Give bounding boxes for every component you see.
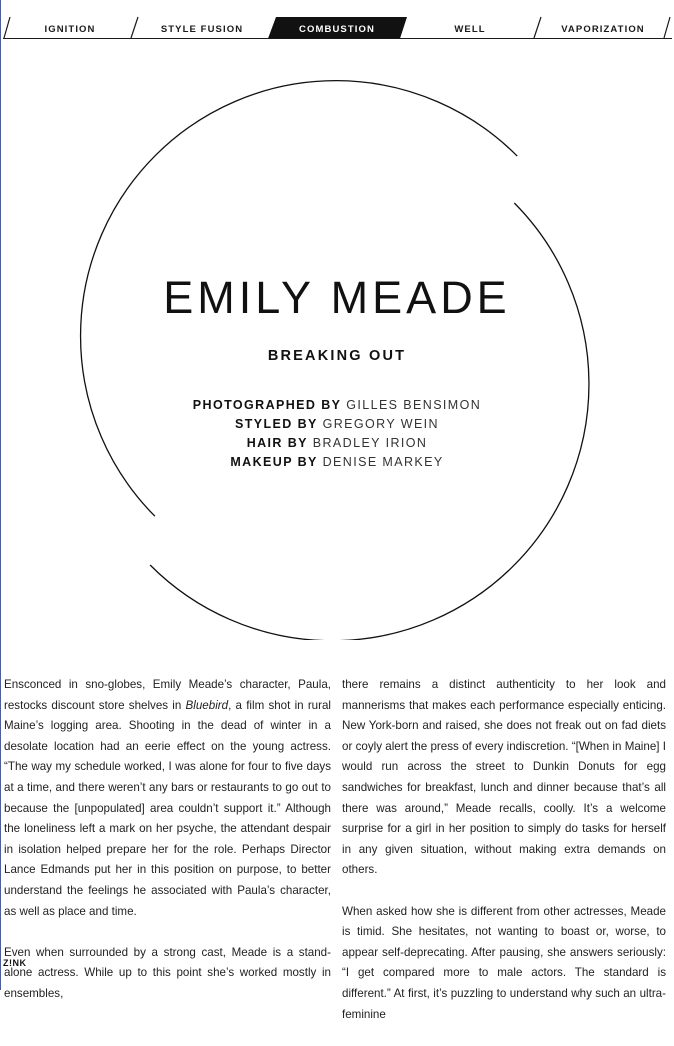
tab-ignition[interactable]: IGNITION xyxy=(44,24,96,35)
tab-vaporization[interactable]: VAPORIZATION xyxy=(561,24,645,35)
article-title: EMILY MEADE xyxy=(163,272,511,323)
credit-photographer xyxy=(0,396,674,415)
article-column-right xyxy=(342,675,666,1046)
paragraph-text: Ensconced in sno-globes, Emily Meade’s character, Paula, restocks discount store shelves in xyxy=(4,678,331,712)
tab-well[interactable]: WELL xyxy=(454,24,486,35)
credits-block xyxy=(0,396,674,472)
credit-role: PHOTOGRAPHED BY xyxy=(192,398,342,412)
credit-hair xyxy=(0,434,674,453)
credit-role: HAIR BY xyxy=(246,436,308,450)
article-column-left xyxy=(4,675,331,1025)
zink-logo: Z!NK xyxy=(3,958,27,968)
credit-name: GREGORY WEIN xyxy=(322,417,439,431)
credit-makeup xyxy=(0,453,674,472)
credit-name: BRADLEY IRION xyxy=(312,436,428,450)
credit-stylist xyxy=(0,415,674,434)
article-paragraph: Even when surrounded by a strong cast, Meade is a stand-alone actress. While up to this point she’s worked mostly in ensembles, xyxy=(4,945,331,1000)
paragraph-text: , a film shot in rural Maine’s logging area. Shooting in the dead of winter in a desolate location had an eerie effect on the young actress. “The way my schedule worked, I was alone for four to five days at a time, and there weren’t any bars or restaurants to go out to because the [unpopulated] area couldn’t support it.” Although the loneliness left a mark on her psyche, the attendant despair in isolation helped prepare her for the role. Perhaps Director Lance Edmands put her in this position on purpose, to better understand the feelings he associated with Paula’s character, as well as place and time. xyxy=(4,698,332,918)
credit-role: MAKEUP BY xyxy=(230,455,318,469)
article-paragraph: When asked how she is different from other actresses, Meade is timid. She hesitates, not wanting to boast or, worse, to appear self-deprecating. After pausing, she answers seriously: “I get compared more to male actors. The standard is different.” At first, it’s puzzling to understand why such an ultra-feminine xyxy=(342,904,666,1021)
tab-style-fusion[interactable]: STYLE FUSION xyxy=(160,24,244,35)
credit-name: GILLES BENSIMON xyxy=(346,398,482,412)
credit-name: DENISE MARKEY xyxy=(322,455,444,469)
credit-role: STYLED BY xyxy=(235,417,318,431)
film-title: Bluebird xyxy=(185,698,229,712)
article-paragraph xyxy=(4,675,331,922)
article-subtitle: BREAKING OUT xyxy=(267,348,407,364)
article-paragraph: there remains a distinct authenticity to her look and mannerisms that makes each performance especially enticing. New York-born and raised, she does not freak out on fad diets or coyly alert the press of every indiscretion. “[When in Maine] I would run across the street to Dunkin Donuts for egg sandwiches for breakfast, lunch and dinner because that’s all there was around,” Meade recalls, coolly. It’s a welcome surprise for a girl in her position to simply do tasks for herself in any given situation, without making extra demands on others. xyxy=(342,678,666,877)
tab-combustion[interactable]: COMBUSTION xyxy=(299,24,375,35)
